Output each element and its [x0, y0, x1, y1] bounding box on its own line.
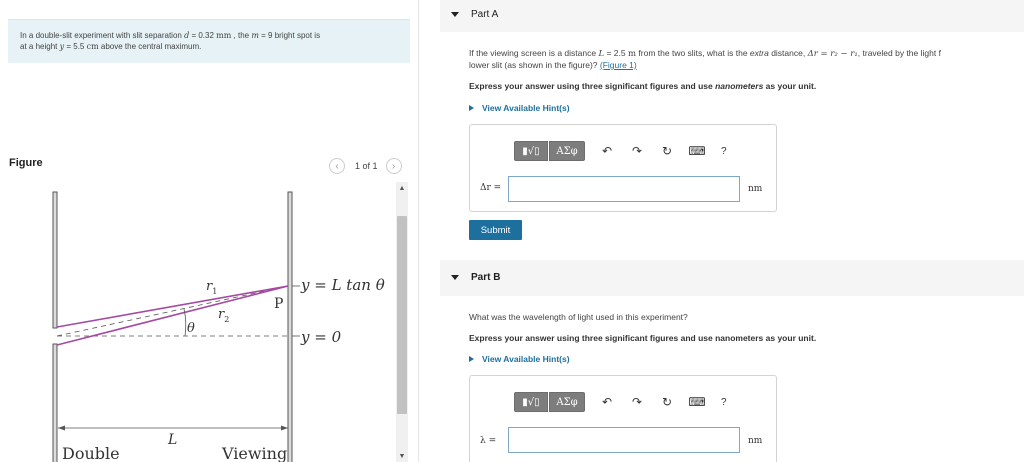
undo-icon[interactable]: ↶	[601, 144, 613, 158]
label-double: Double	[62, 444, 120, 462]
part-b-answer-box	[469, 375, 777, 462]
chevron-right-icon[interactable]: ›	[386, 158, 402, 174]
figure-link[interactable]: (Figure 1)	[599, 60, 637, 70]
part-b-header-bg	[440, 260, 1024, 296]
help-icon[interactable]: ?	[721, 396, 727, 408]
label-theta: θ	[187, 321, 195, 336]
viewing-screen	[288, 192, 292, 462]
part-b-instruction: Express your answer using three significant figures and use nanometers as your unit.	[469, 333, 817, 343]
symbols-button[interactable]: ΑΣφ	[549, 392, 585, 412]
math-toolbar	[514, 392, 727, 412]
scroll-up-icon[interactable]: ▲	[398, 184, 406, 192]
caret-down-icon	[451, 275, 459, 280]
math-toolbar	[514, 141, 727, 161]
scroll-thumb[interactable]	[397, 216, 407, 414]
label-L: L	[168, 432, 178, 448]
caret-down-icon	[451, 12, 459, 17]
part-a-header[interactable]	[451, 9, 498, 20]
problem-line-2: at a height y = 5.5 cm above the central maximum.	[20, 42, 202, 51]
part-a-hint-toggle[interactable]: View Available Hint(s)	[469, 103, 570, 113]
angle-line	[57, 286, 288, 336]
part-b-question: What was the wavelength of light used in this experiment?	[469, 312, 688, 322]
label-eq-top: y = L tan θ	[301, 276, 385, 294]
part-b-header[interactable]	[451, 272, 500, 283]
double-slit-diagram	[36, 182, 408, 462]
redo-icon[interactable]: ↷	[631, 395, 643, 409]
symbols-button[interactable]: ΑΣφ	[549, 141, 585, 161]
L-arrow-right	[281, 426, 288, 431]
ray-r2	[57, 286, 288, 345]
part-b-answer-input[interactable]	[508, 427, 740, 453]
keyboard-icon[interactable]: ⌨	[688, 144, 706, 158]
keyboard-icon[interactable]: ⌨	[688, 395, 706, 409]
reset-icon[interactable]: ↻	[661, 144, 673, 158]
slit-barrier-bottom	[53, 344, 57, 462]
slit-barrier-top	[53, 192, 57, 328]
part-b-title: Part B	[471, 272, 501, 283]
part-a-header-bg	[440, 0, 1024, 32]
label-P: P	[274, 296, 284, 312]
part-a-answer-input[interactable]	[508, 176, 740, 202]
figure-pager	[329, 158, 402, 174]
redo-icon[interactable]: ↷	[631, 144, 643, 158]
ray-r1	[57, 286, 288, 327]
label-r1: $r_1$	[206, 279, 218, 296]
templates-button[interactable]: ▮√▯	[514, 392, 548, 412]
problem-line-1: In a double-slit experiment with slit separation d = 0.32 mm , the m = 9 bright spot is	[20, 31, 321, 40]
figure-viewport	[36, 182, 408, 462]
label-r2: $r_2$	[218, 307, 230, 324]
L-arrow-left	[58, 426, 65, 431]
column-divider	[418, 0, 419, 462]
chevron-left-icon[interactable]: ‹	[329, 158, 345, 174]
part-a-instruction: Express your answer using three significant figures and use nanometers as your unit.	[469, 81, 817, 91]
caret-right-icon	[469, 356, 474, 362]
help-icon[interactable]: ?	[721, 145, 727, 157]
label-eq-bottom: y = 0	[301, 328, 342, 346]
part-b-answer-label: λ =	[480, 436, 497, 446]
caret-right-icon	[469, 105, 474, 111]
figure-heading: Figure	[9, 157, 43, 169]
part-b-unit: nm	[748, 436, 763, 446]
part-a-question-line-1: If the viewing screen is a distance L = 2.5 m from the two slits, what is the extra distance, Δr = r₂ − r₁, traveled by the light f	[469, 48, 941, 59]
label-viewing: Viewing	[222, 444, 288, 462]
problem-statement	[8, 19, 410, 63]
reset-icon[interactable]: ↻	[661, 395, 673, 409]
templates-button[interactable]: ▮√▯	[514, 141, 548, 161]
part-a-unit: nm	[748, 184, 763, 194]
part-a-answer-label: Δr =	[480, 183, 502, 193]
part-a-title: Part A	[471, 9, 499, 20]
figure-scrollbar[interactable]	[396, 182, 408, 462]
scroll-down-icon[interactable]: ▼	[398, 452, 406, 460]
part-b-hint-toggle[interactable]: View Available Hint(s)	[469, 354, 570, 364]
figure-counter: 1 of 1	[355, 161, 378, 171]
undo-icon[interactable]: ↶	[601, 395, 613, 409]
part-a-answer-box	[469, 124, 777, 212]
part-a-question-line-2: lower slit (as shown in the figure)? (Figure 1)	[469, 60, 637, 70]
submit-button[interactable]: Submit	[469, 220, 522, 240]
